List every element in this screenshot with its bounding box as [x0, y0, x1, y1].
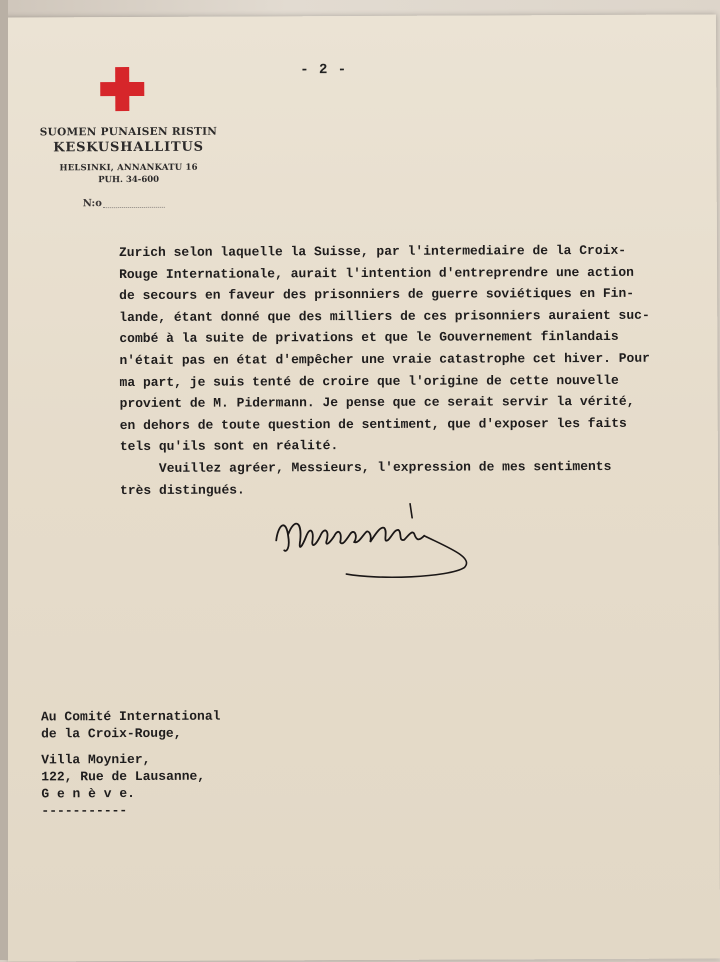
- letterhead: [28, 126, 228, 186]
- address-line: Villa Moynier,: [41, 751, 151, 768]
- body-line: de secours en faveur des prisonniers de guerre soviétiques en Fin-: [119, 285, 635, 304]
- body-line: Veuillez agréer, Messieurs, l'expression de mes sentiments: [119, 458, 612, 476]
- address-underline: -----------: [41, 803, 128, 819]
- body-line: Rouge Internationale, aurait l'intention d'entreprendre une action: [119, 264, 634, 282]
- letterhead-line2: KESKUSHALLITUS: [53, 139, 204, 156]
- letterhead-phone: PUH. 34-600: [98, 174, 160, 186]
- body-line: lande, étant donné que des milliers de ces prisonniers auraient suc-: [119, 307, 650, 325]
- letter-page: [4, 14, 720, 961]
- body-line: ma part, je suis tenté de croire que l'origine de cette nouvelle: [119, 372, 619, 390]
- address-line: G e n è v e.: [41, 785, 135, 802]
- letter-body: [119, 239, 720, 501]
- page-number: - 2 -: [300, 62, 348, 79]
- number-label: N:o: [82, 198, 102, 210]
- body-line: combé à la suite de privations et que le Gouvernement finlandais: [119, 329, 619, 347]
- red-cross-icon: [100, 67, 144, 111]
- letterhead-address: HELSINKI, ANNANKATU 16: [59, 162, 198, 174]
- page-edge: [0, 0, 8, 960]
- body-line: provient de M. Pidermann. Je pense que ce serait servir la vérité,: [119, 393, 635, 412]
- body-line: Zurich selon laquelle la Suisse, par l'intermediaire de la Croix-: [118, 242, 627, 261]
- address-line: Au Comité International: [40, 708, 221, 725]
- number-field: [103, 207, 165, 208]
- recipient-address: [41, 708, 221, 820]
- letterhead-line1: SUOMEN PUNAISEN RISTIN: [39, 125, 218, 139]
- body-line: tels qu'ils sont en réalité.: [119, 438, 339, 455]
- body-line: en dehors de toute question de sentiment, que d'exposer les faits: [119, 415, 627, 433]
- signature: [268, 495, 478, 586]
- address-line: de la Croix-Rouge,: [41, 725, 182, 742]
- address-line: 122, Rue de Lausanne,: [41, 768, 206, 785]
- body-line: très distingués.: [119, 482, 245, 498]
- body-line: n'était pas en état d'empêcher une vraie catastrophe cet hiver. Pour: [119, 350, 650, 369]
